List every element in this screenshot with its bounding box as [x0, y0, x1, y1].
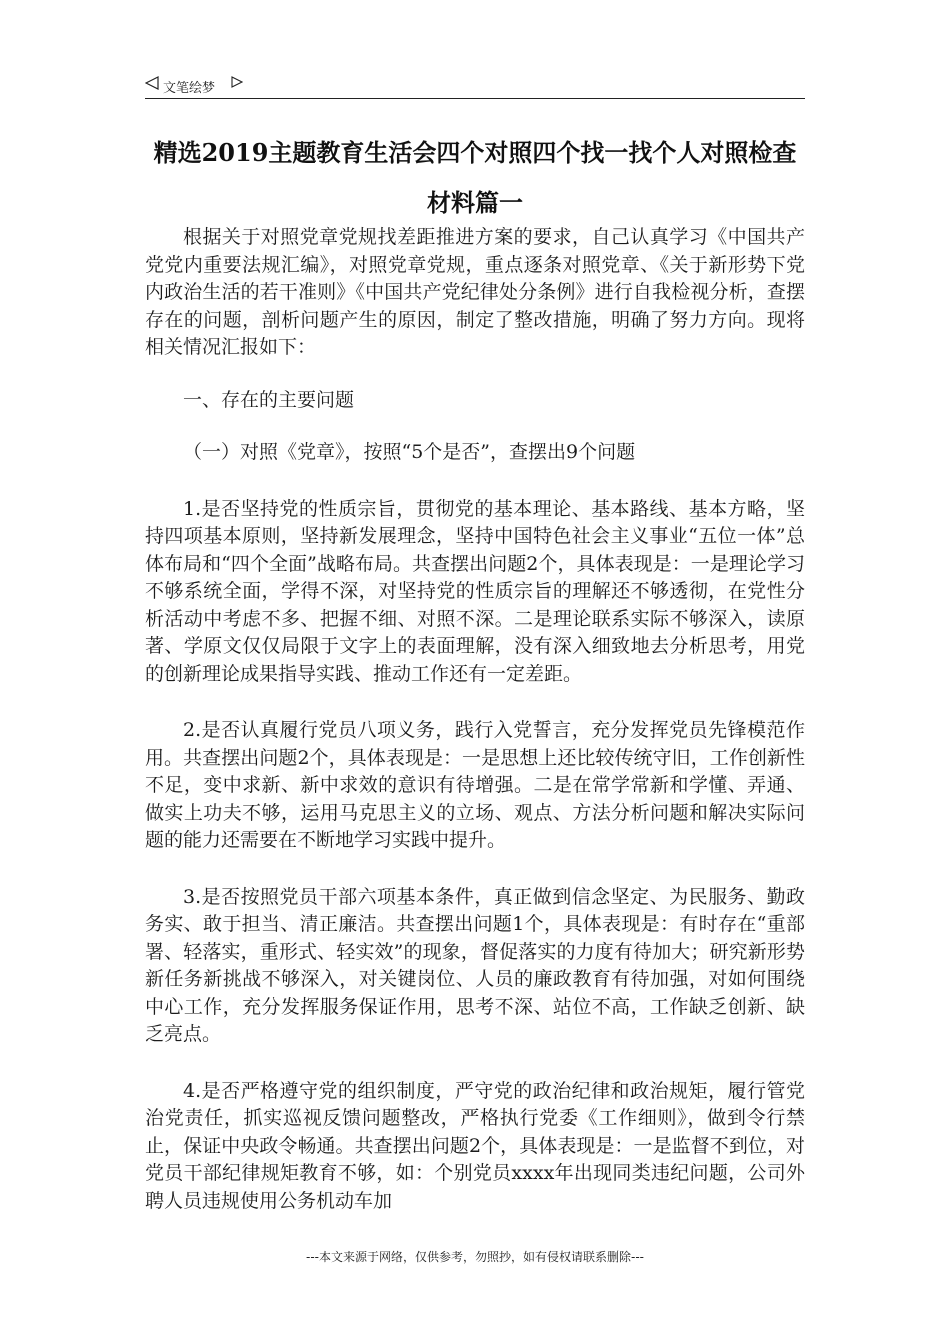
subsection-heading: （一）对照《党章》，按照“5个是否”，查摆出9个问题	[183, 441, 636, 463]
paragraph-item-3: 3.是否按照党员干部六项基本条件，真正做到信念坚定、为民服务、勤政务实、敢于担当、清正廉洁。共查摆出问题1个，具体表现是：有时存在“重部署、轻落实，重形式、轻实效”的现象，督促落实的力度有待加大；研究新形势新任务新挑战不够深入，对关键岗位、人员的廉政教育有待加强，对如何围绕中心工作，充分发挥服务保证作用，思考不深、站位不高，工作缺乏创新、缺乏亮点。	[145, 885, 805, 1045]
triangle-right-icon	[231, 76, 243, 88]
paragraph-item-2: 2.是否认真履行党员八项义务，践行入党誓言，充分发挥党员先锋模范作用。共查摆出问题2个，具体表现是：一是思想上还比较传统守旧，工作创新性不足，变中求新、新中求效的意识有待增强。二是在常学常新和学懂、弄通、做实上功夫不够，运用马克思主义的立场、观点、方法分析问题和解决实际问题的能力还需要在不断地学习实践中提升。	[145, 719, 805, 851]
paragraph-intro: 根据关于对照党章党规找差距推进方案的要求，自己认真学习《中国共产党党内重要法规汇编》，对照党章党规，重点逐条对照党章、《关于新形势下党内政治生活的若干准则》《中国共产党纪律处分条例》进行自我检视分析，查摆存在的问题，剖析问题产生的原因，制定了整改措施，明确了努力方向。现将相关情况汇报如下：	[145, 226, 805, 358]
section-heading: 一、存在的主要问题	[183, 388, 355, 411]
page-footer: ---本文来源于网络，仅供参考，勿照抄，如有侵权请联系删除---	[306, 1250, 644, 1264]
document-body	[145, 224, 805, 1215]
paragraph-item-4: 4.是否严格遵守党的组织制度，严守党的政治纪律和政治规矩，履行管党治党责任，抓实巡视反馈问题整改，严格执行党委《工作细则》，做到令行禁止，保证中央政令畅通。共查摆出问题2个，具体表现是：一是监督不到位，对党员干部纪律规矩教育不够，如：个别党员xxxx年出现同类违纪问题，公司外聘人员违规使用公务机动车加	[145, 1079, 805, 1212]
document-title: 精选2019主题教育生活会四个对照四个找一找个人对照检查材料篇一	[153, 138, 797, 217]
triangle-left-icon	[145, 76, 159, 90]
page-header	[145, 74, 805, 99]
paragraph-item-1: 1.是否坚持党的性质宗旨，贯彻党的基本理论、基本路线、基本方略，坚持四项基本原则，坚持新发展理念，坚持中国特色社会主义事业“五位一体”总体布局和“四个全面”战略布局。共查摆出问题2个，具体表现是：一是理论学习不够系统全面，学得不深，对坚持党的性质宗旨的理解还不够透彻，在党性分析活动中考虑不多、把握不细、对照不深。二是理论联系实际不够深入，读原著、学原文仅仅局限于文字上的表面理解，没有深入细致地去分析思考，用党的创新理论成果指导实践、推动工作还有一定差距。	[145, 497, 805, 685]
header-brand: 文笔绘梦	[163, 81, 216, 96]
